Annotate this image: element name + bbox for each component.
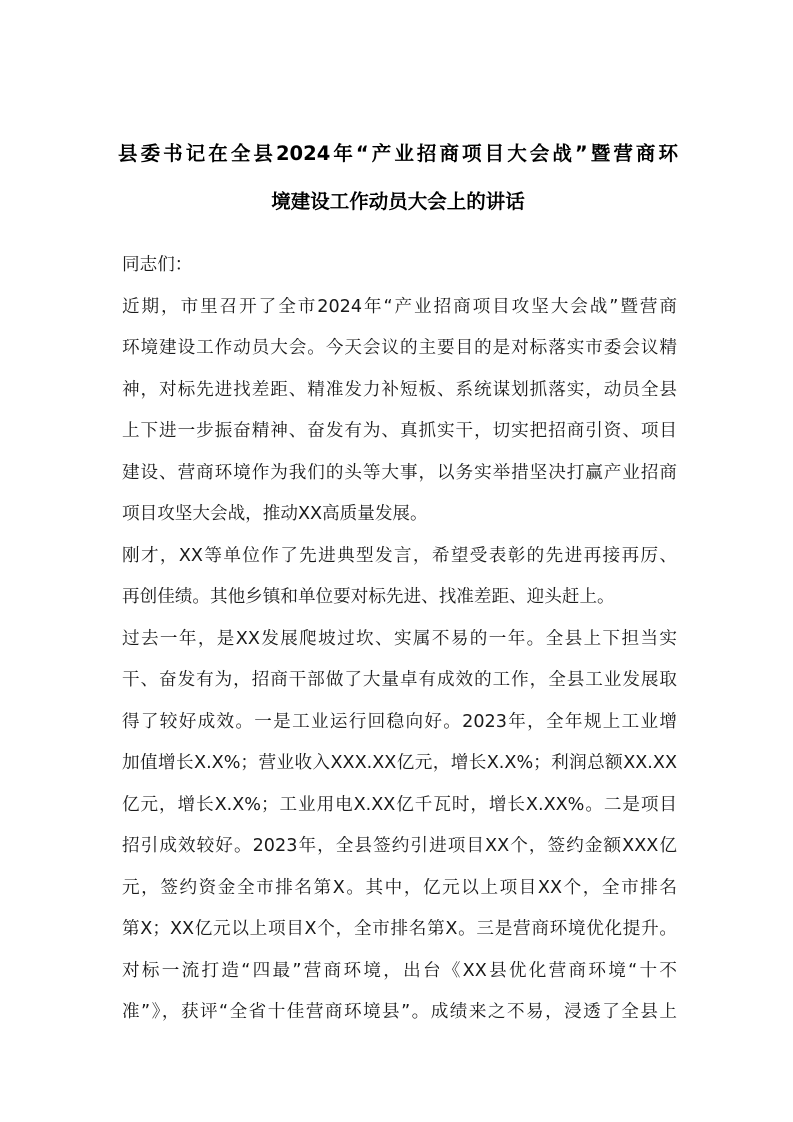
paragraph-line: 加值增长X.X%；营业收入XXX.XX亿元，增长X.X%；利润总额XX.XX	[122, 753, 677, 773]
paragraph-line: 近期，市里召开了全市2024年“产业招商项目攻坚大会战”暨营商	[122, 296, 677, 317]
title-line-1: 县委书记在全县2024年“产业招商项目大会战”暨营商环	[118, 142, 678, 165]
paragraph-line: 上下进一步振奋精神、奋发有为、真抓实干，切实把招商引资、项目	[122, 421, 677, 441]
title-line-2: 境建设工作动员大会上的讲话	[271, 190, 525, 213]
document-title	[118, 130, 678, 226]
paragraph-line: 得了较好成效。一是工业运行回稳向好。2023年，全年规上工业增	[122, 711, 677, 732]
paragraph-line: 第X；XX亿元以上项目X个，全市排名第X。三是营商环境优化提升。	[122, 919, 677, 939]
paragraph-line: 元，签约资金全市排名第X。其中，亿元以上项目XX个，全市排名	[122, 877, 677, 898]
paragraph-line: 刚才，XX等单位作了先进典型发言，希望受表彰的先进再接再厉、	[122, 545, 677, 566]
document-body	[122, 245, 677, 1034]
paragraph-line: 建设、营商环境作为我们的头等大事，以务实举措坚决打赢产业招商	[122, 462, 677, 483]
paragraph-line: 环境建设工作动员大会。今天会议的主要目的是对标落实市委会议精	[122, 338, 677, 358]
paragraph-line: 对标一流打造“四最”营商环境，出台《XX县优化营商环境“十不	[122, 960, 677, 981]
paragraphs	[122, 287, 677, 1034]
paragraph-line: 过去一年，是XX发展爬坡过坎、实属不易的一年。全县上下担当实	[122, 628, 677, 649]
paragraph	[122, 536, 677, 619]
paragraph-line: 招引成效较好。2023年，全县签约引进项目XX个，签约金额XXX亿	[122, 836, 677, 856]
paragraph-line: 项目攻坚大会战，推动XX高质量发展。	[122, 504, 428, 524]
paragraph	[122, 287, 677, 536]
salutation: 同志们：	[122, 255, 193, 275]
paragraph	[122, 619, 677, 1034]
paragraph-line: 准”》，获评“全省十佳营商环境县”。成绩来之不易，浸透了全县上	[122, 1002, 677, 1022]
paragraph-line: 干、奋发有为，招商干部做了大量卓有成效的工作，全县工业发展取	[122, 670, 677, 690]
paragraph-line: 神，对标先进找差距、精准发力补短板、系统谋划抓落实，动员全县	[122, 379, 677, 400]
paragraph-line: 亿元，增长X.X%；工业用电X.XX亿千瓦时，增长X.XX%。二是项目	[122, 794, 677, 815]
paragraph-line: 再创佳绩。其他乡镇和单位要对标先进、找准差距、迎头赶上。	[122, 587, 615, 607]
